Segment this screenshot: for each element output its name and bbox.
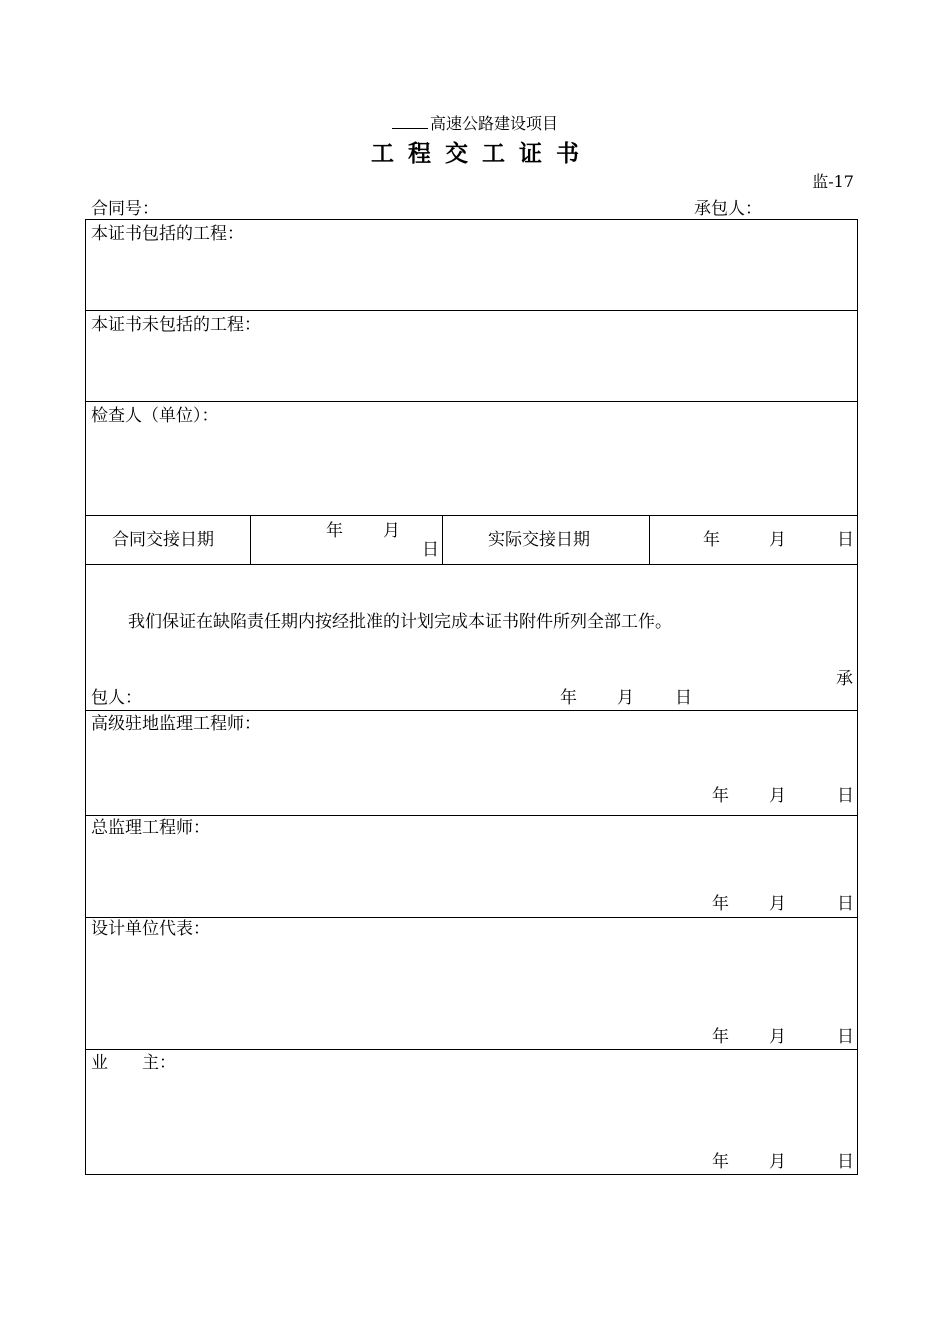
contract-number-label: 合同号：: [91, 199, 159, 219]
day-label: 日: [837, 894, 854, 914]
included-works-label: 本证书包括的工程：: [91, 224, 244, 244]
contractor-sign-label-part2: 包人：: [91, 688, 142, 708]
row-divider: [86, 401, 857, 402]
row-divider: [86, 815, 857, 816]
project-name-blank[interactable]: [392, 116, 428, 129]
year-label: 年: [712, 1027, 729, 1047]
page-title: 工程交工证书: [371, 140, 593, 167]
month-label: 月: [617, 688, 634, 708]
row-divider: [86, 917, 857, 918]
day-label: 日: [675, 688, 692, 708]
guarantee-statement: 我们保证在缺陷责任期内按经批准的计划完成本证书附件所列全部工作。: [128, 612, 672, 632]
row-divider: [86, 564, 857, 565]
year-label: 年: [560, 688, 577, 708]
month-label: 月: [383, 521, 400, 541]
actual-handover-date-label: 实际交接日期: [488, 530, 590, 550]
owner-label: 业 主：: [91, 1053, 176, 1073]
contractor-sign-label-part1: 承: [836, 669, 853, 689]
row-divider: [86, 710, 857, 711]
day-label: 日: [837, 1027, 854, 1047]
month-label: 月: [769, 1027, 786, 1047]
year-label: 年: [712, 786, 729, 806]
month-label: 月: [769, 894, 786, 914]
row-divider: [86, 1049, 857, 1050]
row-divider: [86, 310, 857, 311]
inspector-label: 检查人（单位）：: [91, 406, 219, 426]
year-label: 年: [712, 894, 729, 914]
col-divider: [250, 515, 251, 564]
col-divider: [442, 515, 443, 564]
day-label: 日: [837, 786, 854, 806]
project-subtitle-text: 高速公路建设项目: [429, 114, 558, 133]
contractor-label: 承包人：: [694, 199, 762, 219]
year-label: 年: [326, 521, 343, 541]
form-number: 监-17: [812, 172, 854, 191]
contract-handover-date-label: 合同交接日期: [112, 530, 214, 550]
day-label: 日: [837, 530, 854, 550]
month-label: 月: [769, 530, 786, 550]
certificate-form: [85, 219, 858, 1175]
project-subtitle: [0, 116, 950, 132]
year-label: 年: [703, 530, 720, 550]
month-label: 月: [769, 1152, 786, 1172]
year-label: 年: [712, 1152, 729, 1172]
col-divider: [649, 515, 650, 564]
day-label: 日: [422, 540, 439, 560]
excluded-works-label: 本证书未包括的工程：: [91, 315, 261, 335]
design-unit-representative-label: 设计单位代表：: [91, 919, 210, 939]
senior-resident-engineer-label: 高级驻地监理工程师：: [91, 714, 261, 734]
month-label: 月: [769, 786, 786, 806]
chief-engineer-label: 总监理工程师：: [91, 818, 210, 838]
row-divider: [86, 515, 857, 516]
day-label: 日: [837, 1152, 854, 1172]
